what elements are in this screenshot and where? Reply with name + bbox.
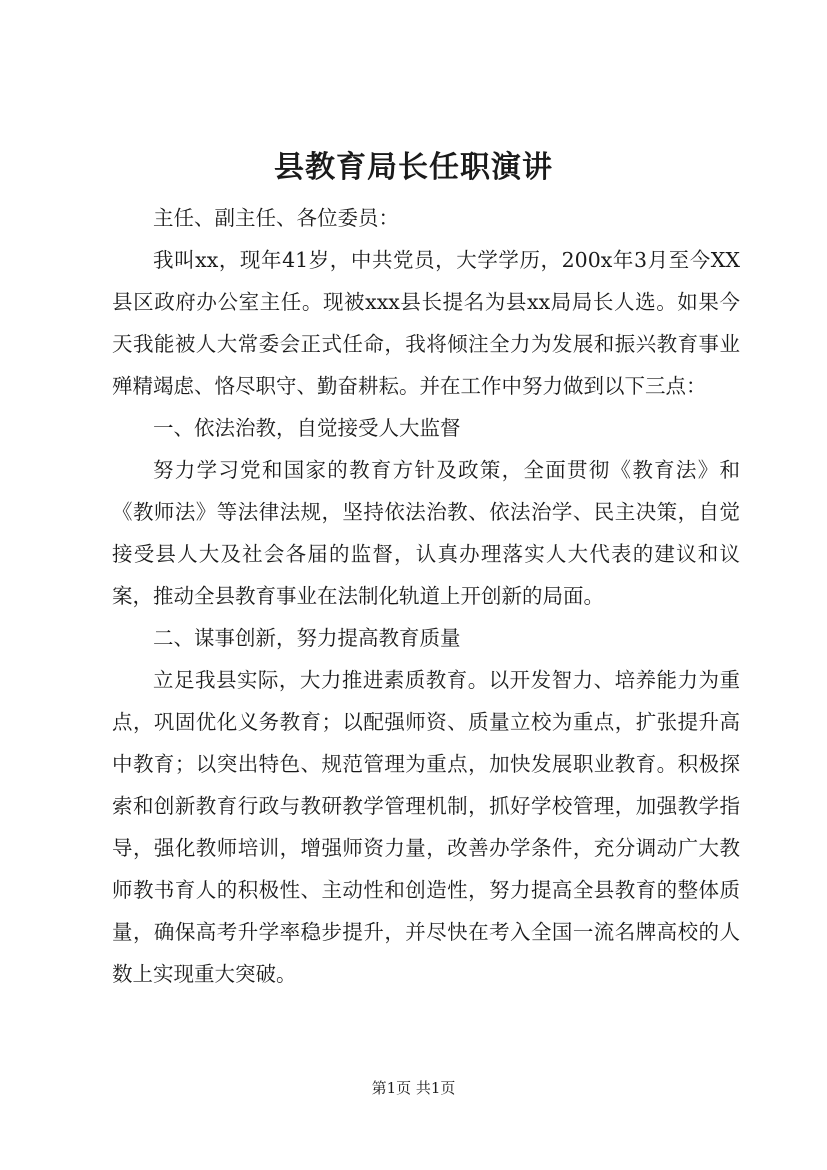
document-body: [112, 197, 740, 995]
section-heading-2: 二、谋事创新，努力提高教育质量: [153, 626, 461, 650]
intro-paragraph: 我叫xx，现年41岁，中共党员，大学学历，200x年3月至今XX县区政府办公室主任。现被xxx县长提名为县xx局局长人选。如果今天我能被人大常委会正式任命，我将倾注全力为发展和振兴教育事业殚精竭虑、恪尽职守、勤奋耕耘。并在工作中努力做到以下三点：: [112, 248, 740, 398]
salutation-paragraph: 主任、副主任、各位委员：: [153, 206, 399, 230]
section-heading-1: 一、依法治教，自觉接受人大监督: [153, 416, 461, 440]
page-title: 县教育局长任职演讲: [274, 150, 553, 185]
page-number-footer: 第1页 共1页: [371, 1079, 456, 1097]
section-body-1: 努力学习党和国家的教育方针及政策，全面贯彻《教育法》和《教师法》等法律法规，坚持依法治教、依法治学、民主决策，自觉接受县人大及社会各届的监督，认真办理落实人大代表的建议和议案，推动全县教育事业在法制化轨道上开创新的局面。: [112, 458, 740, 608]
section-body-2: 立足我县实际，大力推进素质教育。以开发智力、培养能力为重点，巩固优化义务教育；以配强师资、质量立校为重点，扩张提升高中教育；以突出特色、规范管理为重点，加快发展职业教育。积极探索和创新教育行政与教研教学管理机制，抓好学校管理，加强教学指导，强化教师培训，增强师资力量，改善办学条件，充分调动广大教师教书育人的积极性、主动性和创造性，努力提高全县教育的整体质量，确保高考升学率稳步提升，并尽快在考入全国一流名牌高校的人数上实现重大突破。: [112, 668, 740, 986]
